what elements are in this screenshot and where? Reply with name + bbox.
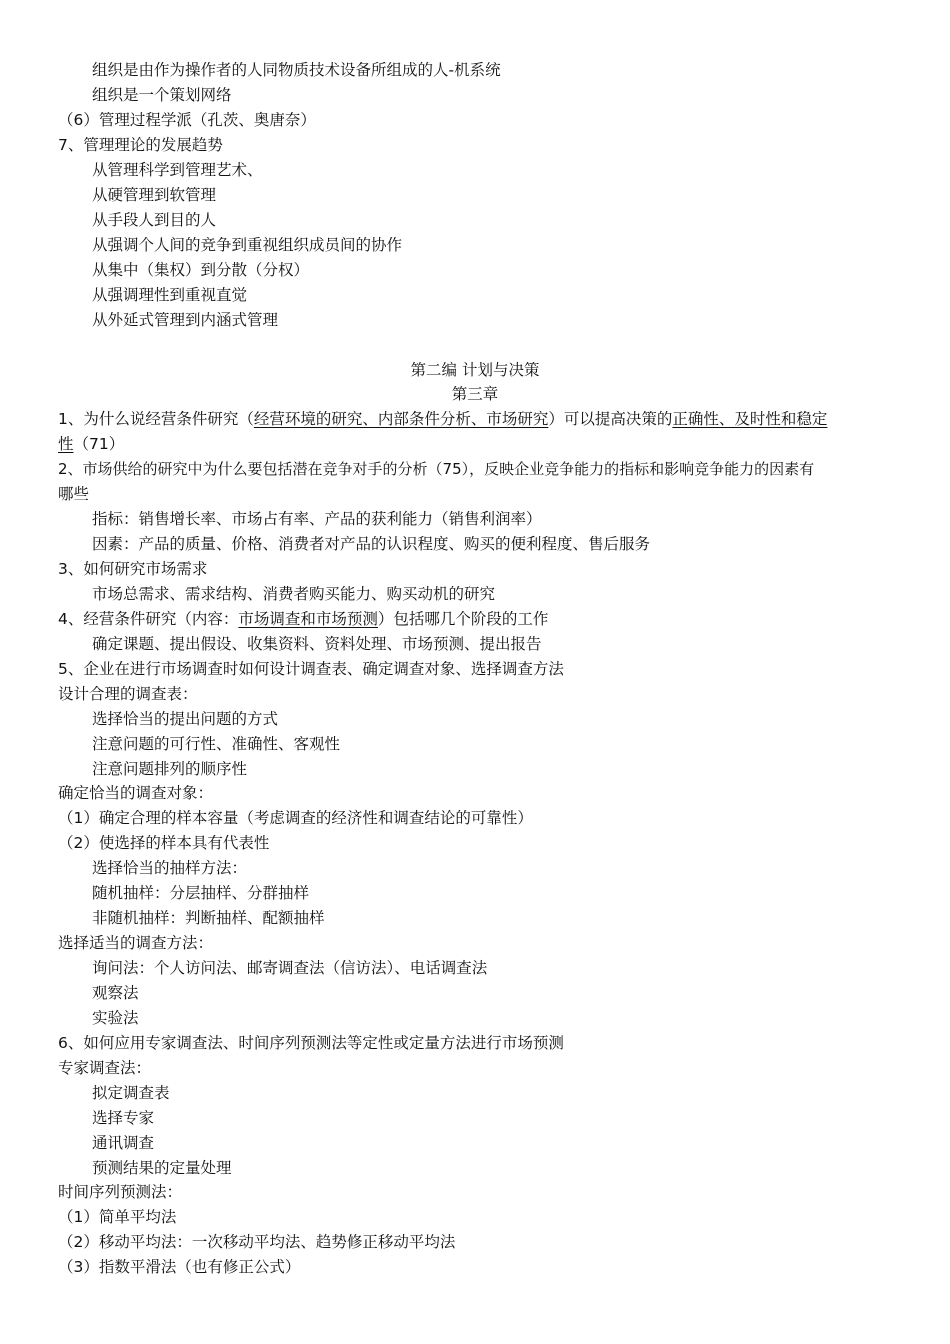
text-line: 注意问题的可行性、准确性、客观性 xyxy=(92,735,341,753)
section-heading: 第二编 计划与决策 xyxy=(410,361,540,379)
text-line: （1）简单平均法 xyxy=(58,1208,177,1226)
text-line: 观察法 xyxy=(92,984,139,1002)
text-line: （2）使选择的样本具有代表性 xyxy=(58,834,270,852)
text-line: 选择恰当的抽样方法： xyxy=(92,859,248,877)
text-line: 指标：销售增长率、市场占有率、产品的获利能力（销售利润率） xyxy=(92,510,542,528)
text-line: 非随机抽样：判断抽样、配额抽样 xyxy=(92,909,325,927)
text-line: （2）移动平均法：一次移动平均法、趋势修正移动平均法 xyxy=(58,1233,456,1251)
underlined-text: 性 xyxy=(58,435,74,453)
chapter-heading: 第三章 xyxy=(451,385,499,403)
text-line: 实验法 xyxy=(92,1009,139,1027)
text-line: 3、如何研究市场需求 xyxy=(58,560,208,578)
underlined-text: 市场调查和市场预测 xyxy=(238,610,378,628)
text-line: 组织是一个策划网络 xyxy=(92,86,232,104)
text-line: （3）指数平滑法（也有修正公式） xyxy=(58,1258,301,1276)
text-line: 从强调理性到重视直觉 xyxy=(92,286,248,304)
text-line: 设计合理的调查表： xyxy=(58,685,198,703)
text-line: 专家调查法： xyxy=(58,1059,152,1077)
text-line: 7、管理理论的发展趋势 xyxy=(58,136,223,154)
text-line: 选择专家 xyxy=(92,1109,155,1127)
text-line: 市场总需求、需求结构、消费者购买能力、购买动机的研究 xyxy=(92,585,496,603)
text-line: 预测结果的定量处理 xyxy=(92,1159,232,1177)
text-line: 从集中（集权）到分散（分权） xyxy=(92,261,310,279)
text-line: （1）确定合理的样本容量（考虑调查的经济性和调查结论的可靠性） xyxy=(58,809,533,827)
text-line: 从硬管理到软管理 xyxy=(92,186,217,204)
underlined-text: 正确性、及时性和稳定 xyxy=(672,410,828,428)
text-segment: （71） xyxy=(73,435,125,453)
text-line: 通讯调查 xyxy=(92,1134,155,1152)
question-1-line-1 xyxy=(58,409,827,429)
text-line: 哪些 xyxy=(58,485,90,503)
text-line: 从管理科学到管理艺术、 xyxy=(92,161,263,179)
text-line: 选择恰当的提出问题的方式 xyxy=(92,710,279,728)
text-line: （6）管理过程学派（孔茨、奥唐奈） xyxy=(58,111,316,129)
text-line: 5、企业在进行市场调查时如何设计调查表、确定调查对象、选择调查方法 xyxy=(58,660,564,678)
text-line: 从手段人到目的人 xyxy=(92,211,217,229)
text-line: 确定课题、提出假设、收集资料、资料处理、市场预测、提出报告 xyxy=(92,635,542,653)
text-line: 拟定调查表 xyxy=(92,1084,170,1102)
text-line: 2、市场供给的研究中为什么要包括潜在竞争对手的分析（75），反映企业竞争能力的指标和影响竞争能力的因素有 xyxy=(58,460,815,478)
underlined-text: 经营环境的研究、内部条件分析、市场研究 xyxy=(253,410,549,428)
text-line: 从外延式管理到内涵式管理 xyxy=(92,311,279,329)
text-line: 时间序列预测法： xyxy=(58,1183,183,1201)
question-1-line-2 xyxy=(58,434,124,454)
text-line: 注意问题排列的顺序性 xyxy=(92,760,248,778)
text-line: 6、如何应用专家调查法、时间序列预测法等定性或定量方法进行市场预测 xyxy=(58,1034,564,1052)
text-line: 选择适当的调查方法： xyxy=(58,934,214,952)
text-line: 因素：产品的质量、价格、消费者对产品的认识程度、购买的便利程度、售后服务 xyxy=(92,535,651,553)
question-4-line xyxy=(58,609,548,629)
text-segment: 1、为什么说经营条件研究（ xyxy=(58,410,254,428)
text-segment: 4、经营条件研究（内容： xyxy=(58,610,239,628)
text-line: 确定恰当的调查对象： xyxy=(58,784,214,802)
text-segment: ）可以提高决策的 xyxy=(548,410,673,428)
text-line: 询问法：个人访问法、邮寄调查法（信访法）、电话调查法 xyxy=(92,959,488,977)
text-line: 从强调个人间的竞争到重视组织成员间的协作 xyxy=(92,236,403,254)
text-line: 随机抽样：分层抽样、分群抽样 xyxy=(92,884,310,902)
text-line: 组织是由作为操作者的人同物质技术设备所组成的人-机系统 xyxy=(92,61,501,79)
text-segment: ）包括哪几个阶段的工作 xyxy=(377,610,549,628)
